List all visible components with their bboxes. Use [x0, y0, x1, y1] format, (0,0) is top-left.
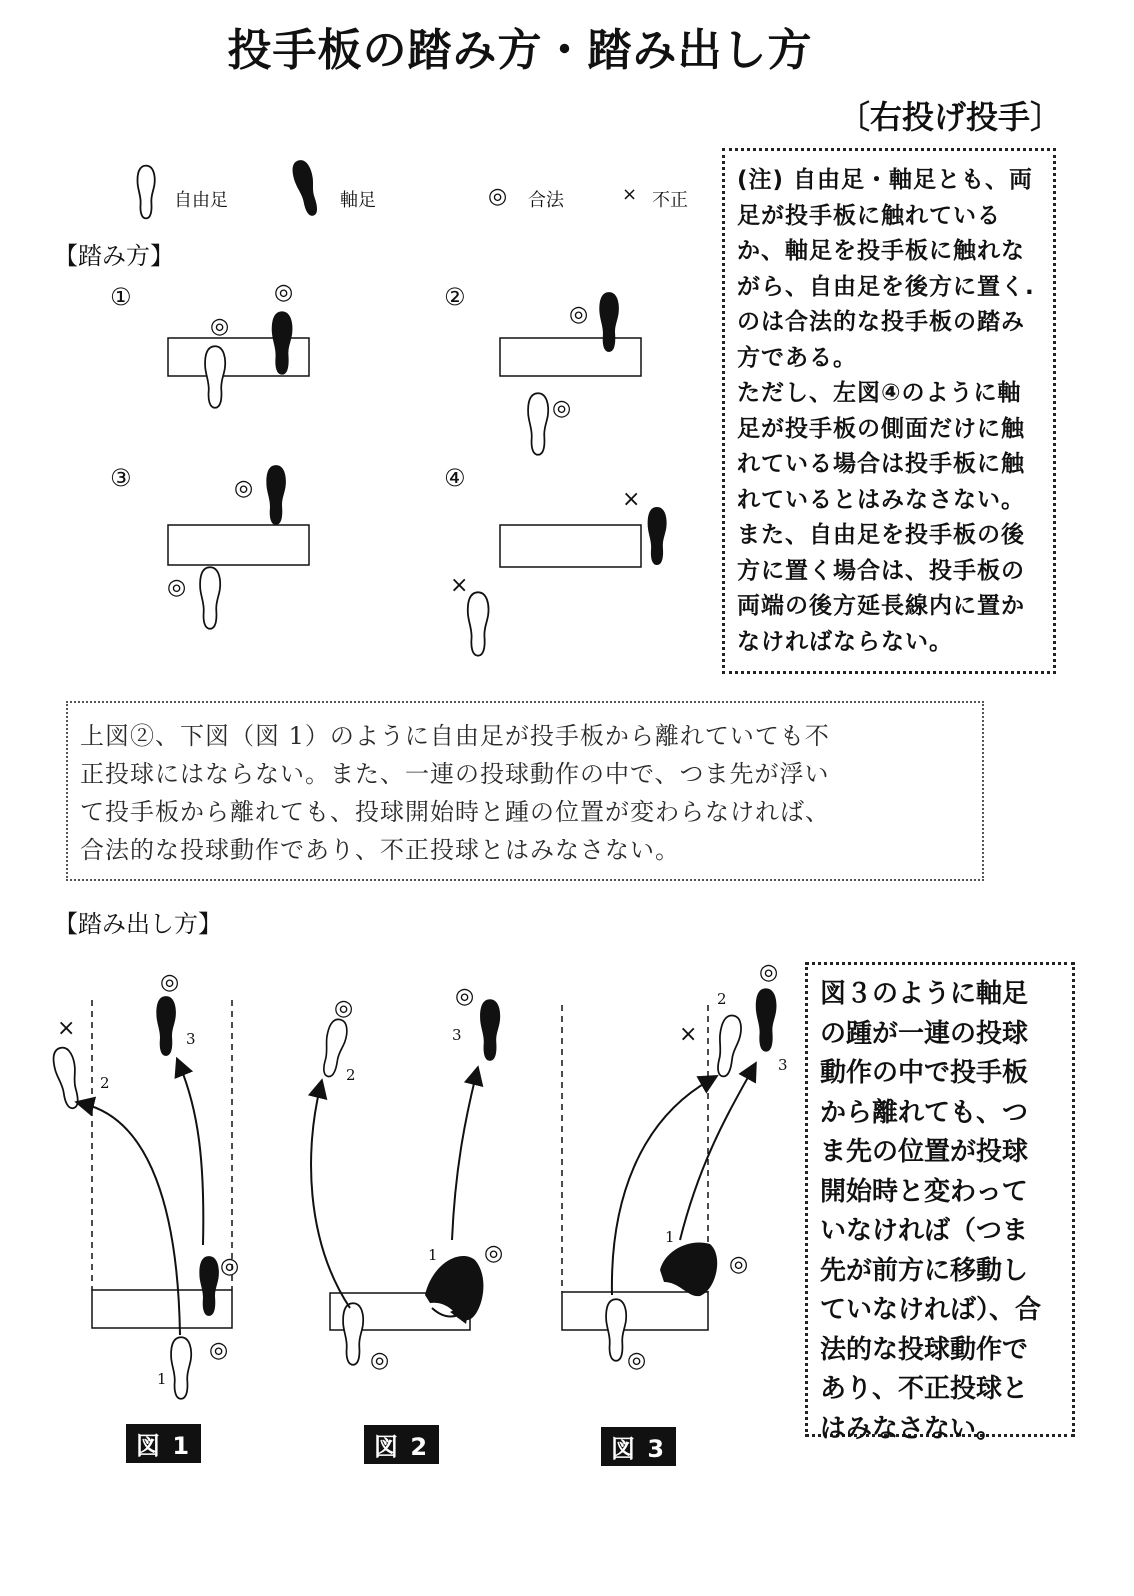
legend-free-foot-label: 自由足 [174, 190, 228, 211]
legal-mark-icon: ◎ [220, 1254, 240, 1279]
legal-mark-icon: ◎ [234, 476, 254, 501]
figure-2-label: 図 2 [364, 1425, 439, 1464]
legal-mark-icon: ◎ [160, 970, 180, 995]
section-stance-heading: 【踏み方】 [54, 242, 174, 270]
legal-mark-icon: ◎ [552, 396, 572, 421]
figure-1-diagram [51, 996, 232, 1399]
page-subtitle: 〔右投げ投手〕 [838, 98, 1063, 136]
section-step-heading: 【踏み出し方】 [54, 910, 222, 938]
legal-mark-icon: ◎ [370, 1348, 390, 1373]
figure-3-note-box: 図３のように軸足 の踵が一連の投球 動作の中で投手板 から離れても、つ ま先の位置が投球 開始時と変わって いなければ（つま 先が前方に移動し ていなければ）、合 法的な投球動作で あり、不正投球と はみなさない。 [805, 962, 1075, 1437]
legend-illegal-label: 不正 [652, 190, 688, 211]
legend-free-foot-icon [137, 166, 154, 219]
page-title: 投手板の踏み方・踏み出し方 [227, 25, 813, 76]
illegal-mark-icon: × [622, 487, 641, 512]
legal-mark-icon: ◎ [209, 1338, 229, 1363]
legend-illegal-mark-icon: × [622, 184, 638, 205]
figure-1-label: 図 1 [126, 1424, 201, 1463]
legal-mark-icon: ◎ [455, 984, 475, 1009]
legend-pivot-foot-label: 軸足 [340, 190, 376, 211]
figure-3-label: 図 3 [601, 1427, 676, 1466]
stance-number-2: ② [444, 283, 466, 311]
stance-number-3: ③ [110, 464, 132, 492]
legal-mark-icon: ◎ [167, 575, 187, 600]
legend-legal-label: 合法 [528, 190, 564, 211]
figure-3-diagram [562, 988, 776, 1360]
middle-note-box: 上図②、下図（図 1）のように自由足が投手板から離れていても不 正投球にはならない。また、一連の投球動作の中で、つま先が浮い て投手板から離れても、投球開始時と踵の位置が変わらなければ、 合法的な投球動作であり、不正投球とはみなさない。 [66, 701, 984, 881]
legal-mark-icon: ◎ [627, 1348, 647, 1373]
step-number-1: 1 [157, 1370, 167, 1388]
illegal-mark-icon: × [57, 1016, 76, 1041]
legal-mark-icon: ◎ [569, 302, 589, 327]
step-number-3: 3 [778, 1056, 788, 1074]
legal-mark-icon: ◎ [759, 960, 779, 985]
step-number-1: 1 [665, 1228, 675, 1246]
illegal-mark-icon: × [679, 1022, 698, 1047]
legend-legal-mark-icon: ◎ [488, 184, 508, 209]
step-number-2: 2 [346, 1066, 356, 1084]
legend-pivot-foot-icon [290, 158, 323, 218]
step-number-2: 2 [100, 1074, 110, 1092]
stance-number-1: ① [110, 283, 132, 311]
legal-mark-icon: ◎ [274, 280, 294, 305]
step-number-2: 2 [717, 990, 727, 1008]
legal-mark-icon: ◎ [484, 1241, 504, 1266]
figure-2-diagram [311, 999, 500, 1365]
stance-1-diagram [168, 311, 309, 407]
step-number-3: 3 [186, 1030, 196, 1048]
legal-mark-icon: ◎ [729, 1252, 749, 1277]
legal-mark-icon: ◎ [210, 314, 230, 339]
stance-number-4: ④ [444, 464, 466, 492]
illegal-mark-icon: × [450, 573, 469, 598]
note-box: (注) 自由足・軸足とも、両 足が投手板に触れている か、軸足を投手板に触れな がら、自由足を後方に置く. のは合法的な投手板の踏み 方である。 ただし、左図④のように軸 足が投手板の側面だけに触 れている場合は投手板に触 れているとはみなさない。 また、自由足を投手板の後 方に置く場合は、投手板の 両端の後方延長線内に置か なければならない。 [722, 148, 1056, 674]
step-number-3: 3 [452, 1026, 462, 1044]
stance-4-diagram [468, 507, 667, 656]
legal-mark-icon: ◎ [334, 996, 354, 1021]
step-number-1: 1 [428, 1246, 438, 1264]
